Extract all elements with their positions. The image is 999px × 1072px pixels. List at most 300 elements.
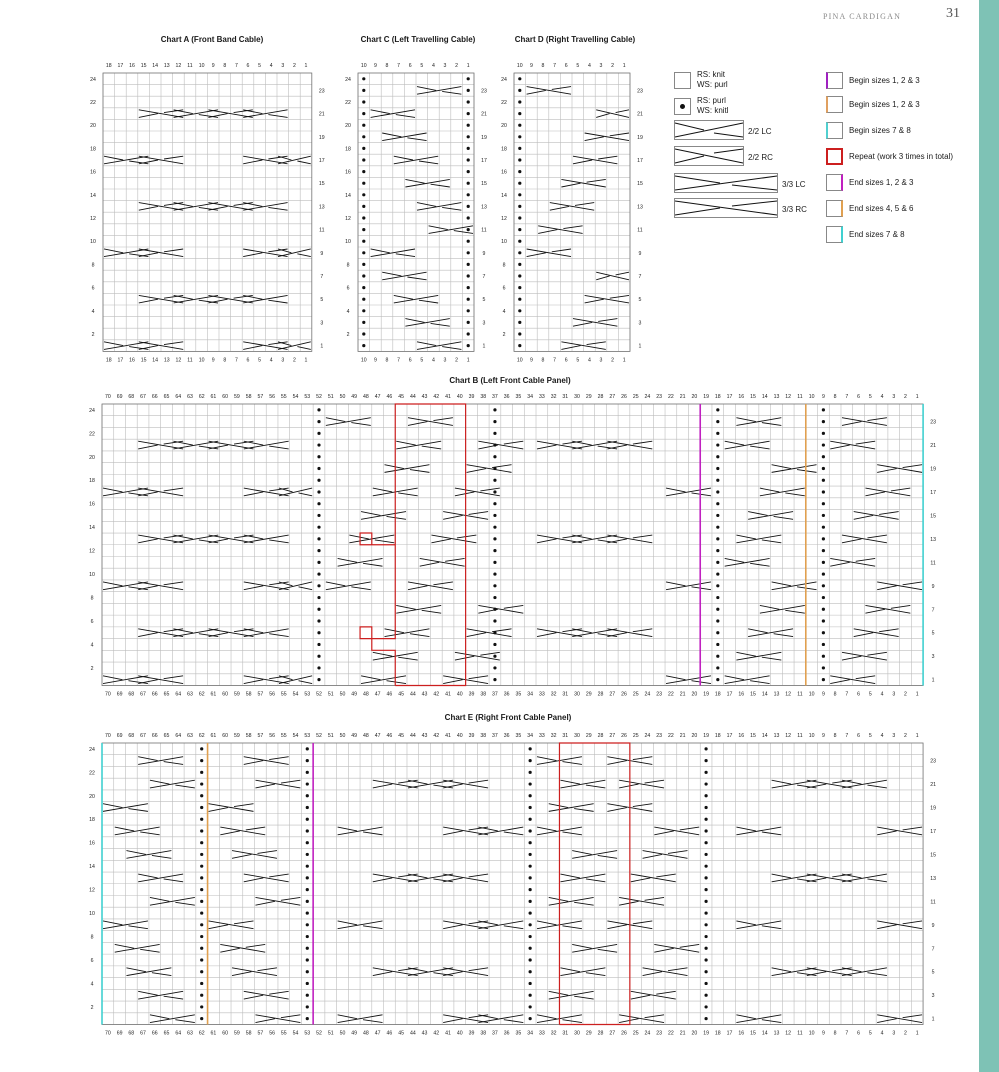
purl-stitch: [362, 89, 365, 92]
row-number-right: 19: [930, 805, 936, 812]
stitch-number-top: 60: [222, 394, 229, 401]
purl-stitch: [493, 584, 496, 587]
purl-stitch: [467, 135, 470, 138]
stitch-number-bottom: 17: [726, 1030, 733, 1037]
size-key-swatch: [826, 72, 843, 89]
stitch-number-top: 6: [408, 63, 412, 70]
stitch-number-top: 3: [892, 394, 896, 401]
stitch-number-top: 23: [656, 733, 663, 740]
row-number-right: 17: [930, 489, 936, 496]
row-number-left: 20: [501, 123, 507, 130]
purl-stitch: [822, 467, 825, 470]
stitch-number-top: 64: [175, 733, 182, 740]
stitch-number-bottom: 60: [222, 691, 229, 698]
stitch-number-bottom: 29: [585, 691, 592, 698]
row-number-right: 7: [482, 273, 486, 280]
stitch-number-top: 16: [738, 394, 745, 401]
stitch-number-bottom: 3: [281, 357, 285, 364]
size-key-label: Repeat (work 3 times in total): [849, 151, 954, 161]
purl-stitch: [362, 182, 365, 185]
purl-stitch: [306, 1005, 309, 1008]
stitch-number-top: 65: [163, 733, 170, 740]
stitch-number-bottom: 21: [679, 1030, 686, 1037]
stitch-number-bottom: 12: [175, 357, 182, 364]
stitch-number-top: 50: [339, 733, 346, 740]
stitch-number-bottom: 41: [445, 691, 451, 698]
stitch-number-bottom: 10: [808, 691, 815, 698]
purl-stitch: [529, 818, 532, 821]
purl-stitch: [493, 572, 496, 575]
row-number-right: 23: [481, 88, 487, 95]
stitch-number-top: 14: [761, 394, 768, 401]
purl-stitch: [200, 982, 203, 985]
row-number-right: 15: [318, 181, 325, 188]
purl-stitch: [518, 274, 521, 277]
stitch-number-top: 41: [445, 733, 451, 740]
stitch-number-top: 5: [868, 733, 872, 740]
purl-stitch: [200, 759, 203, 762]
stitch-number-bottom: 33: [538, 691, 545, 698]
row-number-right: 1: [931, 677, 935, 684]
stitch-number-bottom: 64: [175, 1030, 182, 1037]
purl-stitch: [518, 112, 521, 115]
row-number-left: 6: [90, 958, 94, 965]
size-key-item: [826, 96, 920, 113]
purl-stitch: [716, 537, 719, 540]
size-key-item: [826, 226, 905, 243]
row-number-left: 2: [91, 331, 95, 338]
row-number-left: 20: [345, 123, 351, 130]
purl-stitch: [518, 205, 521, 208]
chart-svg: [345, 63, 487, 364]
stitch-number-bottom: 2: [292, 357, 296, 364]
purl-stitch: [362, 205, 365, 208]
row-number-right: 5: [931, 969, 935, 976]
purl-stitch: [317, 420, 320, 423]
stitch-number-bottom: 4: [431, 357, 435, 364]
stitch-number-bottom: 55: [280, 1030, 287, 1037]
purl-stitch: [822, 479, 825, 482]
stitch-number-bottom: 66: [151, 691, 158, 698]
purl-stitch: [529, 923, 532, 926]
purl-stitch: [716, 467, 719, 470]
stitch-number-bottom: 37: [492, 691, 498, 698]
purl-stitch: [822, 455, 825, 458]
chart-a-grid: [90, 63, 325, 364]
purl-stitch: [518, 147, 521, 150]
stitch-number-bottom: 18: [105, 357, 112, 364]
stitch-number-bottom: 6: [564, 357, 568, 364]
stitch-number-bottom: 7: [553, 357, 557, 364]
size-key-label: Begin sizes 7 & 8: [849, 125, 911, 135]
purl-stitch: [200, 935, 203, 938]
stitch-number-bottom: 18: [714, 691, 721, 698]
row-number-right: 1: [320, 343, 324, 350]
purl-stitch: [822, 502, 825, 505]
purl-stitch: [467, 77, 470, 80]
stitch-number-bottom: 55: [280, 691, 287, 698]
stitch-number-top: 11: [187, 63, 193, 70]
purl-stitch: [467, 112, 470, 115]
row-number-left: 22: [501, 99, 507, 106]
stitch-number-top: 27: [609, 394, 616, 401]
stitch-number-bottom: 57: [257, 691, 264, 698]
row-number-right: 5: [638, 297, 642, 304]
purl-stitch: [704, 900, 707, 903]
stitch-number-bottom: 43: [421, 691, 428, 698]
purl-stitch: [467, 228, 470, 231]
stitch-number-bottom: 9: [821, 1030, 825, 1037]
stitch-number-bottom: 70: [104, 691, 111, 698]
purl-stitch: [317, 631, 320, 634]
purl-stitch: [716, 420, 719, 423]
purl-stitch: [200, 865, 203, 868]
row-number-left: 14: [501, 192, 507, 199]
purl-stitch: [317, 526, 320, 529]
purl-stitch: [518, 158, 521, 161]
row-number-right: 7: [931, 607, 935, 614]
purl-stitch: [306, 818, 309, 821]
stitch-number-top: 25: [632, 733, 639, 740]
stitch-number-bottom: 30: [574, 1030, 580, 1037]
stitch-number-bottom: 42: [433, 691, 440, 698]
stitch-number-top: 2: [904, 394, 907, 401]
size-key-item: [826, 148, 953, 165]
stitch-number-bottom: 62: [198, 1030, 205, 1037]
purl-stitch: [716, 561, 719, 564]
purl-stitch: [467, 182, 470, 185]
purl-stitch: [716, 502, 719, 505]
stitch-number-bottom: 5: [868, 691, 872, 698]
row-number-left: 16: [501, 169, 507, 176]
row-number-right: 11: [637, 227, 643, 234]
stitch-number-top: 67: [140, 394, 146, 401]
purl-stitch: [493, 549, 496, 552]
key-lc33: 3/3 LC: [782, 180, 806, 189]
stitch-number-bottom: 15: [750, 1030, 756, 1037]
stitch-number-top: 68: [128, 394, 135, 401]
purl-stitch: [716, 619, 719, 622]
purl-stitch: [704, 994, 707, 997]
stitch-number-bottom: 16: [129, 357, 135, 364]
stitch-number-bottom: 42: [433, 1030, 440, 1037]
purl-stitch: [716, 408, 719, 411]
stitch-number-top: 19: [703, 733, 709, 740]
purl-stitch: [518, 298, 521, 301]
stitch-number-top: 4: [880, 733, 884, 740]
stitch-number-bottom: 64: [175, 691, 182, 698]
purl-stitch: [362, 124, 365, 127]
stitch-number-bottom: 35: [515, 1030, 522, 1037]
stitch-number-top: 9: [529, 63, 533, 70]
stitch-number-bottom: 27: [609, 691, 616, 698]
stitch-number-top: 9: [821, 394, 825, 401]
stitch-number-top: 33: [538, 394, 545, 401]
stitch-number-bottom: 47: [374, 691, 381, 698]
stitch-number-top: 65: [163, 394, 170, 401]
stitch-number-bottom: 57: [257, 1030, 264, 1037]
purl-stitch: [467, 124, 470, 127]
stitch-number-top: 35: [515, 733, 522, 740]
row-number-right: 3: [638, 320, 642, 327]
stitch-number-bottom: 47: [374, 1030, 381, 1037]
purl-stitch: [362, 309, 365, 312]
size-key-label: Begin sizes 1, 2 & 3: [849, 75, 920, 85]
stitch-number-bottom: 8: [223, 357, 227, 364]
purl-stitch: [362, 147, 365, 150]
row-number-left: 14: [89, 864, 95, 871]
stitch-number-top: 70: [104, 394, 111, 401]
size-key-swatch: [826, 122, 843, 139]
row-number-left: 16: [89, 840, 95, 847]
stitch-number-bottom: 39: [468, 691, 475, 698]
row-number-left: 24: [89, 407, 95, 414]
knit-symbol: [674, 72, 691, 89]
stitch-number-top: 10: [516, 63, 523, 70]
key-purl: [674, 96, 729, 116]
stitch-number-bottom: 3: [599, 357, 603, 364]
stitch-number-bottom: 60: [222, 1030, 229, 1037]
purl-stitch: [493, 502, 496, 505]
purl-stitch: [529, 947, 532, 950]
stitch-number-top: 40: [456, 733, 463, 740]
chart-svg: [89, 733, 936, 1037]
stitch-number-bottom: 13: [163, 357, 170, 364]
purl-stitch: [467, 251, 470, 254]
row-number-right: 21: [930, 782, 936, 789]
stitch-number-bottom: 38: [480, 1030, 487, 1037]
stitch-number-bottom: 17: [726, 691, 733, 698]
purl-stitch: [306, 923, 309, 926]
row-number-left: 10: [90, 239, 96, 246]
purl-stitch: [317, 432, 320, 435]
stitch-number-bottom: 8: [833, 1030, 837, 1037]
stitch-number-top: 20: [691, 394, 698, 401]
stitch-number-bottom: 4: [880, 1030, 884, 1037]
stitch-number-top: 56: [269, 394, 275, 401]
purl-stitch: [362, 321, 365, 324]
size-key-item: [826, 200, 913, 217]
purl-stitch: [200, 923, 203, 926]
stitch-number-bottom: 67: [140, 691, 146, 698]
purl-stitch: [822, 549, 825, 552]
stitch-number-bottom: 56: [269, 1030, 275, 1037]
purl-stitch: [306, 865, 309, 868]
stitch-number-bottom: 18: [714, 1030, 721, 1037]
size-key-item: [826, 122, 911, 139]
purl-stitch: [822, 514, 825, 517]
purl-stitch: [467, 205, 470, 208]
stitch-number-top: 15: [140, 63, 147, 70]
row-number-left: 10: [89, 911, 95, 918]
stitch-number-bottom: 33: [538, 1030, 545, 1037]
stitch-number-bottom: 2: [904, 691, 907, 698]
stitch-number-top: 30: [574, 394, 580, 401]
stitch-number-bottom: 14: [761, 691, 768, 698]
purl-stitch: [716, 596, 719, 599]
stitch-number-bottom: 2: [455, 357, 459, 364]
row-number-left: 12: [90, 215, 96, 222]
row-number-right: 1: [482, 343, 486, 350]
purl-stitch: [529, 853, 532, 856]
row-number-left: 10: [89, 572, 95, 579]
stitch-number-top: 54: [292, 394, 299, 401]
purl-stitch: [362, 251, 365, 254]
chart-svg: [501, 63, 643, 364]
row-number-left: 2: [90, 665, 94, 672]
stitch-number-top: 8: [223, 63, 227, 70]
purl-stitch: [822, 596, 825, 599]
stitch-number-top: 7: [234, 63, 238, 70]
purl-stitch: [200, 888, 203, 891]
purl-stitch: [317, 443, 320, 446]
purl-stitch: [200, 876, 203, 879]
stitch-number-bottom: 37: [492, 1030, 498, 1037]
stitch-number-bottom: 1: [304, 357, 308, 364]
row-number-right: 13: [930, 536, 936, 543]
stitch-number-top: 46: [386, 733, 393, 740]
stitch-number-bottom: 25: [632, 691, 639, 698]
row-number-left: 12: [89, 887, 95, 894]
purl-stitch: [716, 678, 719, 681]
stitch-number-top: 8: [541, 63, 545, 70]
stitch-number-top: 69: [116, 394, 123, 401]
purl-stitch: [493, 596, 496, 599]
purl-stitch: [200, 947, 203, 950]
row-number-left: 2: [346, 331, 350, 338]
stitch-number-bottom: 63: [187, 691, 193, 698]
stitch-number-top: 51: [327, 733, 334, 740]
purl-stitch: [704, 958, 707, 961]
purl-stitch: [716, 584, 719, 587]
purl-stitch: [200, 994, 203, 997]
stitch-number-top: 57: [257, 733, 264, 740]
stitch-number-top: 5: [868, 394, 872, 401]
cable-3-3-lc-symbol: [674, 173, 778, 193]
stitch-number-top: 55: [280, 733, 287, 740]
stitch-number-bottom: 6: [857, 1030, 861, 1037]
stitch-number-top: 39: [468, 394, 475, 401]
row-number-right: 23: [637, 88, 643, 95]
stitch-number-top: 44: [409, 733, 416, 740]
purl-stitch: [493, 490, 496, 493]
purl-stitch: [317, 666, 320, 669]
purl-stitch: [317, 490, 320, 493]
row-number-left: 18: [345, 146, 351, 153]
stitch-number-bottom: 51: [327, 1030, 334, 1037]
stitch-number-top: 43: [421, 733, 428, 740]
row-number-left: 24: [345, 76, 351, 83]
purl-stitch: [200, 1017, 203, 1020]
purl-stitch: [704, 923, 707, 926]
row-number-right: 17: [930, 828, 936, 835]
stitch-number-bottom: 14: [761, 1030, 768, 1037]
purl-stitch: [529, 1005, 532, 1008]
stitch-number-bottom: 6: [246, 357, 250, 364]
row-number-left: 22: [89, 770, 95, 777]
stitch-number-bottom: 3: [892, 1030, 896, 1037]
stitch-number-top: 10: [808, 394, 815, 401]
purl-stitch: [200, 900, 203, 903]
purl-stitch: [716, 643, 719, 646]
purl-stitch: [529, 935, 532, 938]
purl-stitch: [200, 1005, 203, 1008]
stitch-number-bottom: 58: [245, 1030, 252, 1037]
chart-d-title: Chart D (Right Travelling Cable): [514, 35, 636, 44]
stitch-number-bottom: 13: [773, 1030, 780, 1037]
stitch-number-top: 67: [140, 733, 146, 740]
stitch-number-top: 25: [632, 394, 639, 401]
stitch-number-top: 3: [281, 63, 285, 70]
stitch-number-top: 37: [492, 394, 498, 401]
stitch-number-bottom: 63: [187, 1030, 193, 1037]
row-number-left: 18: [89, 817, 95, 824]
purl-stitch: [704, 818, 707, 821]
stitch-number-top: 36: [503, 733, 510, 740]
stitch-number-bottom: 45: [398, 1030, 405, 1037]
stitch-number-top: 6: [857, 733, 861, 740]
purl-stitch: [822, 608, 825, 611]
running-header: PINA CARDIGAN: [823, 12, 902, 21]
purl-stitch: [822, 432, 825, 435]
stitch-number-top: 9: [373, 63, 377, 70]
purl-stitch: [467, 263, 470, 266]
stitch-number-top: 70: [104, 733, 111, 740]
stitch-number-bottom: 35: [515, 691, 522, 698]
purl-stitch: [704, 876, 707, 879]
purl-stitch: [467, 321, 470, 324]
purl-stitch: [467, 193, 470, 196]
purl-stitch: [362, 100, 365, 103]
purl-stitch: [518, 89, 521, 92]
stitch-number-top: 33: [538, 733, 545, 740]
row-number-right: 1: [931, 1016, 935, 1023]
stitch-number-bottom: 23: [656, 691, 663, 698]
row-number-left: 24: [501, 76, 507, 83]
purl-stitch: [704, 853, 707, 856]
key-knit: [674, 70, 728, 90]
row-number-right: 19: [637, 134, 643, 141]
row-number-left: 4: [90, 981, 94, 988]
stitch-number-bottom: 1: [622, 357, 626, 364]
stitch-number-top: 64: [175, 394, 182, 401]
purl-stitch: [200, 794, 203, 797]
purl-stitch: [529, 841, 532, 844]
stitch-number-bottom: 9: [821, 691, 825, 698]
stitch-number-top: 3: [892, 733, 896, 740]
purl-stitch: [493, 666, 496, 669]
stitch-number-bottom: 31: [562, 1030, 569, 1037]
row-number-right: 3: [482, 320, 486, 327]
purl-stitch: [529, 771, 532, 774]
stitch-number-bottom: 59: [234, 1030, 240, 1037]
stitch-number-bottom: 11: [797, 691, 803, 698]
stitch-number-bottom: 44: [409, 691, 416, 698]
stitch-number-top: 6: [857, 394, 861, 401]
purl-stitch: [704, 947, 707, 950]
size-key-swatch: [826, 226, 843, 243]
stitch-number-top: 66: [151, 394, 158, 401]
stitch-number-top: 66: [151, 733, 158, 740]
purl-stitch: [317, 561, 320, 564]
stitch-number-bottom: 46: [386, 1030, 393, 1037]
purl-stitch: [518, 228, 521, 231]
stitch-number-bottom: 53: [304, 1030, 311, 1037]
purl-stitch: [716, 455, 719, 458]
purl-stitch: [704, 982, 707, 985]
purl-stitch: [529, 911, 532, 914]
stitch-number-bottom: 65: [163, 691, 170, 698]
